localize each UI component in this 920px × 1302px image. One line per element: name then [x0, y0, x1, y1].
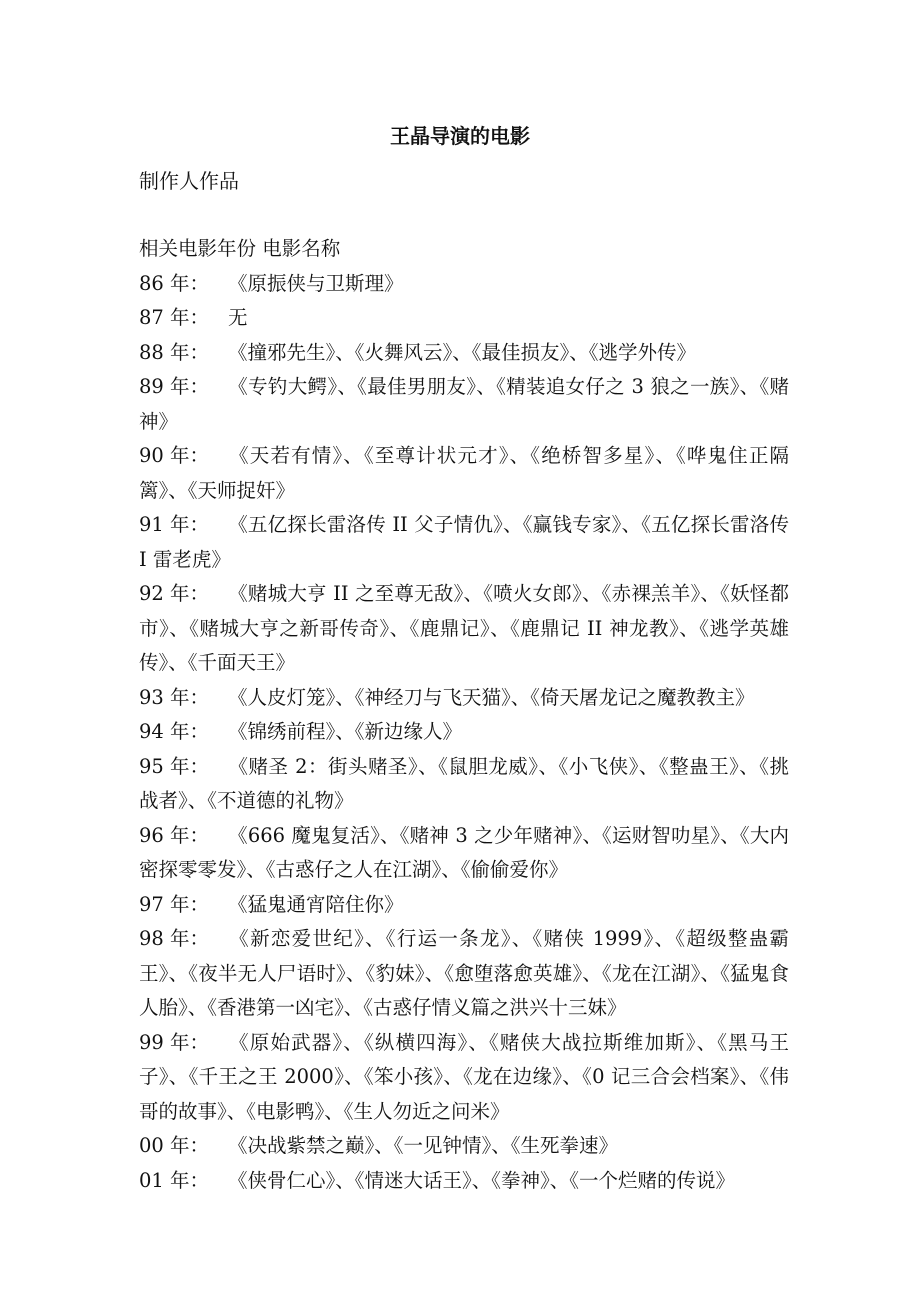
- entry-year: 01 年：: [139, 1168, 210, 1192]
- entry-year: 88 年：: [139, 340, 210, 364]
- entry-year: 90 年：: [139, 444, 210, 467]
- document-title: 王晶导演的电影: [390, 124, 530, 148]
- entry-films: 《撞邪先生》、《火舞风云》、《最佳损友》、《逃学外传》: [228, 340, 697, 364]
- year-entry: [139, 922, 789, 1026]
- year-entry: [139, 888, 789, 923]
- entry-year: 94 年：: [139, 720, 210, 743]
- year-entry: [139, 370, 789, 439]
- entry-year: 86 年：: [139, 271, 210, 295]
- entry-films: 《五亿探长雷洛传 II 父子情仇》、《赢钱专家》、《五亿探长雷洛传 I 雷老虎》: [139, 513, 789, 571]
- filmography-list: [139, 232, 789, 1198]
- entry-films: 《天若有情》、《至尊计状元才》、《绝桥智多星》、《哗鬼住正隔篱》、《天师捉奸》: [139, 444, 789, 502]
- entry-year: 93 年：: [139, 685, 210, 709]
- entry-films: 《人皮灯笼》、《神经刀与飞天猫》、《倚天屠龙记之魔教教主》: [228, 685, 755, 709]
- entry-films: 《666 魔鬼复活》、《赌神 3 之少年赌神》、《运财智叻星》、《大内密探零零发》、《古惑仔之人在江湖》、《偷偷爱你》: [139, 823, 789, 881]
- entry-films: 《专钓大鳄》、《最佳男朋友》、《精装追女仔之 3 狼之一族》、《赌神》: [139, 375, 789, 433]
- year-entry: [139, 681, 789, 716]
- document-subtitle: 制作人作品: [139, 169, 239, 193]
- entry-films: 《决战紫禁之巅》、《一见钟情》、《生死拳速》: [228, 1134, 619, 1157]
- entry-films: 《侠骨仁心》、《情迷大话王》、《拳神》、《一个烂赌的传说》: [228, 1168, 736, 1192]
- entry-year: 89 年：: [139, 375, 210, 398]
- entry-films: 《原始武器》、《纵横四海》、《赌侠大战拉斯维加斯》、《黑马王子》、《千王之王 2000》、《笨小孩》、《龙在边缘》、《0 记三合会档案》、《伟哥的故事》、《电影鸭》、《生人勿近之问米》: [139, 1030, 789, 1123]
- entry-year: 95 年：: [139, 754, 210, 778]
- year-entry: [139, 1129, 789, 1164]
- entry-films: 《赌城大亨 II 之至尊无敌》、《喷火女郎》、《赤裸羔羊》、《妖怪都市》、《赌城大亨之新哥传奇》、《鹿鼎记》、《鹿鼎记 II 神龙教》、《逃学英雄传》、《千面天王》: [139, 582, 789, 674]
- year-entry: [139, 819, 789, 888]
- entry-year: 97 年：: [139, 892, 210, 916]
- year-entry: [139, 750, 789, 819]
- year-entry: [139, 715, 789, 750]
- year-entry: [139, 336, 789, 371]
- list-header: 相关电影年份 电影名称: [139, 237, 341, 260]
- entry-films: 《猛鬼通宵陪住你》: [228, 892, 404, 916]
- year-entry: [139, 1026, 789, 1130]
- entry-films: 无: [228, 306, 248, 329]
- year-entry: [139, 301, 789, 336]
- entry-year: 00 年：: [139, 1134, 210, 1157]
- year-entry: [139, 267, 789, 302]
- year-entry: [139, 1164, 789, 1199]
- entry-year: 98 年：: [139, 927, 210, 950]
- entry-films: 《赌圣 2：街头赌圣》、《鼠胆龙威》、《小飞侠》、《整蛊王》、《挑战者》、《不道德的礼物》: [139, 754, 789, 812]
- entry-year: 87 年：: [139, 306, 210, 329]
- entry-films: 《原振侠与卫斯理》: [228, 271, 404, 295]
- entry-year: 92 年：: [139, 582, 210, 605]
- entry-films: 《新恋爱世纪》、《行运一条龙》、《赌侠 1999》、《超级整蛊霸王》、《夜半无人尸语时》、《豹妹》、《愈堕落愈英雄》、《龙在江湖》、《猛鬼食人胎》、《香港第一凶宅》、《古惑仔情义篇之洪兴十三妹》: [139, 927, 789, 1019]
- entry-films: 《锦绣前程》、《新边缘人》: [228, 720, 463, 743]
- year-entry: [139, 439, 789, 508]
- entry-year: 99 年：: [139, 1030, 210, 1054]
- entry-year: 96 年：: [139, 823, 210, 847]
- year-entry: [139, 508, 789, 577]
- year-entry: [139, 577, 789, 681]
- entry-year: 91 年：: [139, 513, 210, 536]
